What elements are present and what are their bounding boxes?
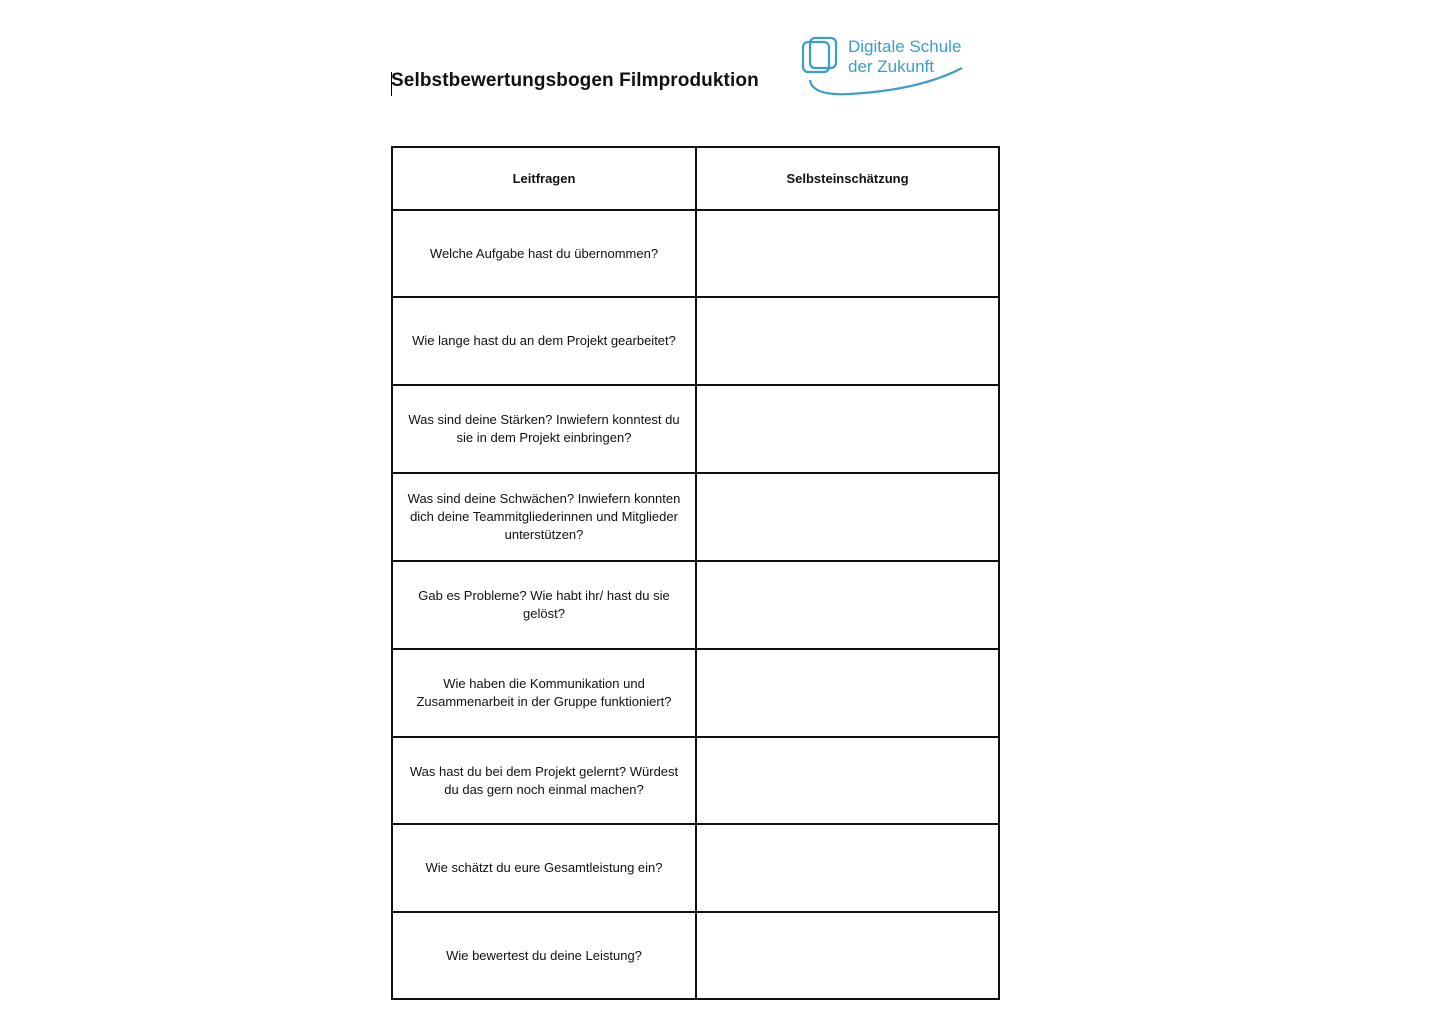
answer-cell[interactable] [696, 824, 999, 912]
question-cell: Was sind deine Schwächen? Inwiefern konnten dich deine Teammitgliederinnen und Mitglieder unterstützen? [392, 473, 696, 561]
table-row [392, 297, 999, 385]
question-cell: Was hast du bei dem Projekt gelernt? Würdest du das gern noch einmal machen? [392, 737, 696, 824]
answer-cell[interactable] [696, 473, 999, 561]
table-header-row [392, 147, 999, 210]
table-row [392, 210, 999, 297]
question-cell: Gab es Probleme? Wie habt ihr/ hast du sie gelöst? [392, 561, 696, 649]
table-row [392, 561, 999, 649]
question-cell: Wie lange hast du an dem Projekt gearbeitet? [392, 297, 696, 385]
logo-text-line1: Digitale Schule [848, 37, 962, 56]
header-selbsteinschaetzung: Selbsteinschätzung [696, 147, 999, 210]
question-cell: Wie bewertest du deine Leistung? [392, 912, 696, 999]
table-row [392, 385, 999, 473]
evaluation-table [391, 146, 1000, 1000]
table-row [392, 473, 999, 561]
question-cell: Welche Aufgabe hast du übernommen? [392, 210, 696, 297]
answer-cell[interactable] [696, 297, 999, 385]
answer-cell[interactable] [696, 649, 999, 737]
answer-cell[interactable] [696, 737, 999, 824]
question-cell: Was sind deine Stärken? Inwiefern konntest du sie in dem Projekt einbringen? [392, 385, 696, 473]
question-cell: Wie schätzt du eure Gesamtleistung ein? [392, 824, 696, 912]
table-row [392, 649, 999, 737]
answer-cell[interactable] [696, 385, 999, 473]
question-cell: Wie haben die Kommunikation und Zusammenarbeit in der Gruppe funktioniert? [392, 649, 696, 737]
school-logo [800, 36, 970, 100]
document-title: Selbstbewertungsbogen Filmproduktion [391, 70, 759, 91]
answer-cell[interactable] [696, 210, 999, 297]
answer-cell[interactable] [696, 912, 999, 999]
table-row [392, 824, 999, 912]
header-leitfragen: Leitfragen [392, 147, 696, 210]
table-row [392, 737, 999, 824]
answer-cell[interactable] [696, 561, 999, 649]
table-row [392, 912, 999, 999]
logo-text-line2: der Zukunft [848, 57, 934, 76]
